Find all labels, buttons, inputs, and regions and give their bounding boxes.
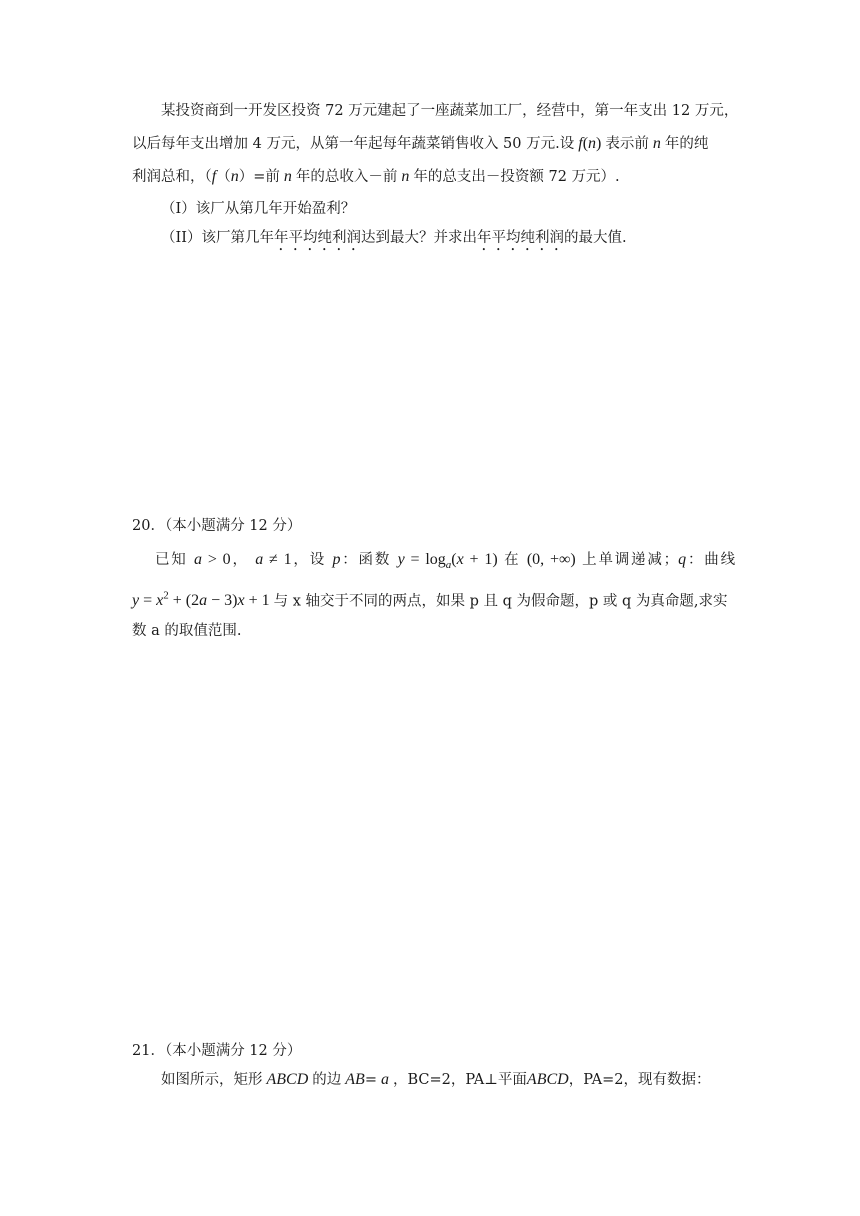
problem20-line1: 已知 a > 0， a ≠ 1，设 p：函数 $y = \log_a(x + 1)$ 在 (0, +∞) 上单调递减；q：曲线 (155, 551, 736, 572)
math-expr: (0, +∞) (526, 551, 576, 568)
text: 数 a 的取值范围. (132, 623, 242, 639)
text: 在 (504, 552, 521, 568)
text: ，PA=2，现有数据： (568, 1072, 711, 1088)
text: （I）该厂从第几年开始盈利？ (161, 201, 356, 217)
math-var: p (332, 551, 341, 568)
text: （II）该厂第几年 (161, 230, 274, 246)
text: 如图所示，矩形 (161, 1072, 263, 1088)
math-var: n (648, 135, 665, 152)
text: ：函数 (340, 552, 392, 568)
text: 年的总支出－投资额 72 万元）. (413, 169, 620, 185)
problem20-line2 (132, 586, 728, 611)
text: 达到最大？并求出 (360, 230, 477, 246)
math-fn: f (211, 168, 217, 185)
math-expr: a (255, 551, 264, 568)
problem19-line3: 利润总和，（f（n）=前 n 年的总收入－前 n 年的总支出－投资额 72 万元）. (132, 168, 620, 185)
math-expr: a (194, 551, 203, 568)
emphasis-text: 年平均纯利润 (273, 230, 361, 246)
problem21-header (132, 1041, 301, 1061)
emphasis-text: 年平均纯利润 (476, 230, 564, 246)
text: ）=前 (238, 169, 280, 185)
text: 的最大值. (563, 230, 627, 246)
text: 上单调递减； (582, 552, 679, 568)
math-expr: $y = \log_a(x + 1)$ (397, 551, 498, 572)
text: 与 x 轴交于不同的两点，如果 p 且 q 为假命题，p 或 q 为真命题,求实 (273, 593, 728, 610)
math-expr: AB (341, 1071, 365, 1088)
math-expr: $y = x^2 + (2a - 3)x + 1$ (132, 590, 274, 610)
text: 的边 (312, 1072, 342, 1088)
text: 某投资商到一开发区投资 72 万元建起了一座蔬菜加工厂，经营中，第一年支出 12 万元， (161, 103, 739, 119)
math-var: n (230, 168, 239, 185)
text: 已知 (155, 552, 188, 568)
text: 年的纯 (664, 136, 709, 152)
math-var: n (397, 168, 414, 185)
math-fn: f (574, 135, 583, 152)
problem20-header (132, 516, 301, 536)
problem19-question1 (161, 199, 355, 219)
problem19-question2 (161, 228, 627, 254)
text: 利润总和，（ (132, 169, 212, 185)
problem19-line1 (161, 101, 738, 121)
text: 20．（本小题满分 12 分） (132, 518, 302, 534)
math-var: n (279, 168, 296, 185)
problem19-line2 (132, 134, 708, 154)
text: ，BC=2，PA⊥平面 (392, 1072, 527, 1088)
text: 21．（本小题满分 12 分） (132, 1043, 302, 1059)
problem21-line1: 如图所示，矩形 ABCD 的边 AB= a ，BC=2，PA⊥平面ABCD，PA=2，现有数据： (161, 1071, 711, 1088)
text: 年的总收入－前 (295, 169, 398, 185)
text: 以后每年支出增加 4 万元，从第一年起每年蔬菜销售收入 50 万元.设 (132, 136, 575, 152)
text: 表示前 (605, 136, 649, 152)
math-var: q (678, 551, 687, 568)
problem20-line3 (132, 621, 241, 641)
text: ，设 (291, 552, 327, 568)
math-var: a (376, 1071, 393, 1088)
math-var: ABCD (262, 1071, 313, 1088)
math-var: ABCD (526, 1071, 569, 1088)
math-arg: (n) (582, 135, 606, 152)
text: ：曲线 (686, 552, 736, 568)
